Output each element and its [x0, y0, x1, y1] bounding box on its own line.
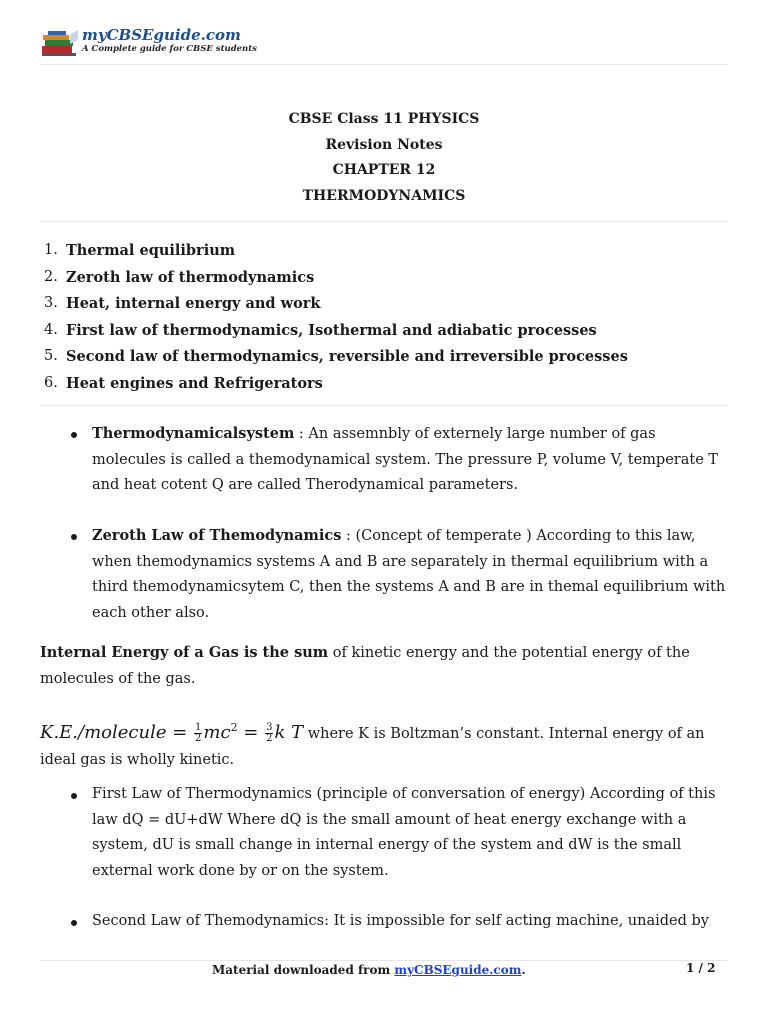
- list-item: 2. Zeroth law of thermodynamics: [44, 268, 315, 286]
- footer-link[interactable]: myCBSEguide.com: [394, 963, 522, 977]
- logo-wordmark: myCBSEguide.com: [82, 26, 241, 44]
- bullet-thermodynamical-system: [40, 421, 728, 499]
- term-definition: : An assemnbly of externely large number of gas molecules is called a themodynamical system. The pressure P, volume V, temperate T and heat cotent Q are called Therodynamical parameters.: [92, 426, 719, 494]
- list-item: 5. Second law of thermodynamics, reversible and irreversible processes: [44, 348, 628, 366]
- books-logo-icon: [40, 28, 80, 58]
- footer-divider: [40, 960, 728, 961]
- fraction-three-halves: $\frac{3}{2}$: [266, 721, 273, 744]
- term-label: Thermodynamicalsystem: [92, 425, 295, 442]
- title-line-2: Revision Notes: [325, 136, 443, 153]
- topics-list: [40, 238, 728, 398]
- document-title: [0, 107, 768, 209]
- page-number: 1 / 2: [686, 961, 716, 975]
- formula-paragraph: K.E./molecule = $\frac{1}{2}$ $mc^2$ = $\frac{3}{2}$ k T where K is Boltzman’s constant. Internal energy of an ideal gas is wholly kinetic.: [40, 721, 705, 768]
- bullet-icon: [71, 920, 77, 926]
- title-line-4: THERMODYNAMICS: [302, 187, 466, 204]
- list-item: 3. Heat, internal energy and work: [44, 295, 321, 313]
- internal-energy-paragraph: Internal Energy of a Gas is the sum of kinetic energy and the potential energy of the molecules of the gas.: [40, 644, 690, 687]
- bullet-icon: [71, 534, 77, 540]
- term-definition: : (Concept of temperate ) According to this law, when themodynamics systems A and B are separately in thermal equilibrium with a third themodynamicsytem C, then the systems A and B are in themal equilibrium with each other also.: [92, 528, 726, 621]
- document-page: myCBSEguide.com A Complete guide for CBSE students CBSE Class 11 PHYSICS Revision Notes CHAPTER 12 THERMODYNAMICS 1. Thermal equilibrium 2. Zeroth law of thermodynamics 3. Heat, internal energy and work 4. First law of thermodynamics, Isothermal and adiabatic processes 5. Second law of thermodynamics, reversible and irreversible processes 6. Heat engines and Refrigerators Thermodynamicalsystem : An assemnbly of externely large number of gas molecules is called a themodynamical system. The pressure P, volume V, temperate T and heat cotent Q are called Therodynamical parameters. Zeroth Law of Themodynamics : (Concept of temperate ) According to this law, when themodynamics systems A and B are separately in thermal equilibrium with a third themodynamicsytem C, then the systems A and B are in themal equilibrium with each other also. Internal Energy of a Gas is the sum of kinetic energy and the potential energy of the molecules of the gas. K.E./molecule = $\frac{1}{2}$ $mc^2$ = $\frac{3}{2}$ k T where K is Boltzman’s constant. Internal energy of an ideal gas is wholly kinetic. First Law of Thermodynamics (principle of conversation of energy) According of this law dQ = dU+dW Where dQ is the small amount of heat energy exchange with a system, dU is small change in internal energy of the system and dW is the small external work done by or on the system. Second Law of Themodynamics: It is impossible for self acting machine, unaided by Material downloaded from myCBSEguide.com. 1 / 2: [0, 0, 768, 1024]
- site-logo[interactable]: [40, 26, 280, 60]
- bullet-icon: [71, 432, 77, 438]
- bullet-first-law: First Law of Thermodynamics (principle of conversation of energy) According of this law dQ = dU+dW Where dQ is the small amount of heat energy exchange with a system, dU is small change in internal energy of the system and dW is the small external work done by or on the system.: [40, 782, 728, 884]
- list-item: 6. Heat engines and Refrigerators: [44, 374, 323, 392]
- kinetic-energy-formula: K.E./molecule = $\frac{1}{2}$ $mc^2$ = $\frac{3}{2}$ k T: [40, 721, 304, 744]
- logo-tagline: A Complete guide for CBSE students: [82, 44, 257, 54]
- bullet-icon: [71, 793, 77, 799]
- term-label: Zeroth Law of Themodynamics: [92, 527, 342, 544]
- list-item: 4. First law of thermodynamics, Isothermal and adiabatic processes: [44, 321, 597, 339]
- list-divider: [40, 405, 728, 406]
- footer-label: Material downloaded from: [212, 963, 395, 977]
- bullet-second-law: Second Law of Themodynamics: It is impossible for self acting machine, unaided by: [40, 909, 728, 935]
- title-line-1: CBSE Class 11 PHYSICS: [288, 111, 480, 127]
- title-line-3: CHAPTER 12: [332, 162, 436, 178]
- bullet-zeroth-law: [40, 523, 728, 626]
- title-divider: [40, 221, 728, 222]
- header-divider: [40, 64, 728, 65]
- fraction-half: $\frac{1}{2}$: [195, 721, 202, 744]
- list-item: 1. Thermal equilibrium: [44, 242, 236, 259]
